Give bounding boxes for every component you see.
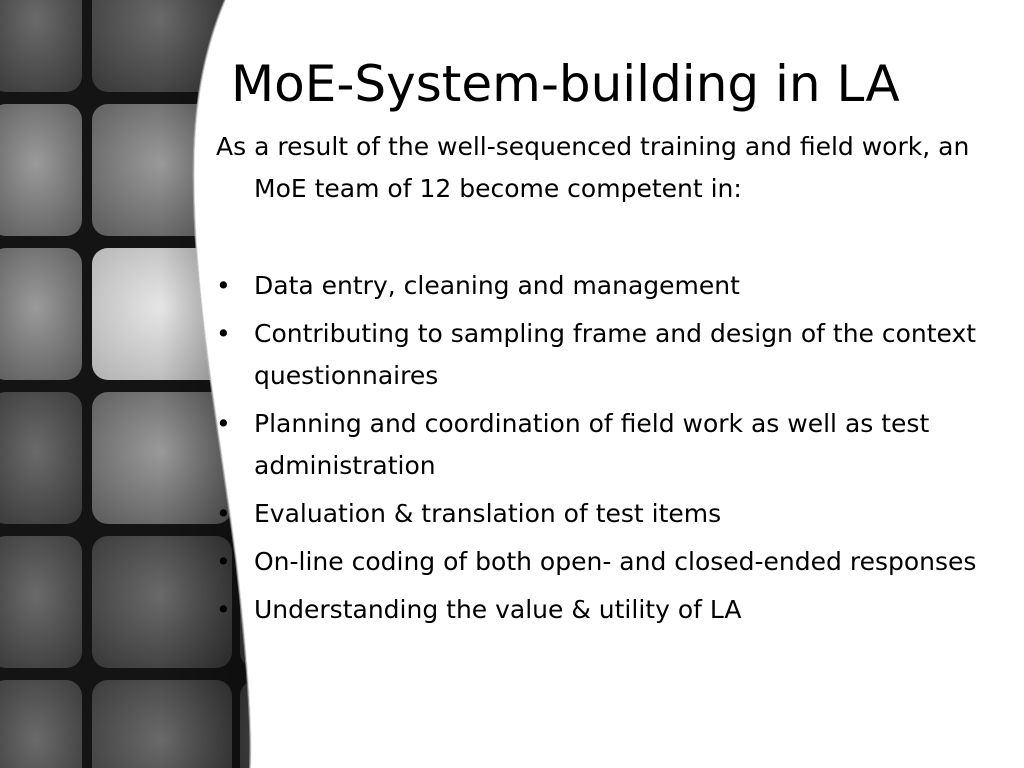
bullet-item [216, 493, 1006, 535]
bullet-dot-icon: • [216, 499, 231, 528]
bullet-dot-icon: • [216, 595, 231, 624]
bullet-text: Planning and coordination of field work as well as test administration [254, 409, 930, 480]
bullet-text: On-line coding of both open- and closed-ended responses [254, 547, 977, 576]
bullet-item [216, 403, 1006, 487]
bullet-item [216, 589, 1006, 631]
bullet-dot-icon: • [216, 409, 231, 438]
bullet-item [216, 265, 1006, 307]
slide-body [216, 126, 1006, 637]
bullet-text: Evaluation & translation of test items [254, 499, 722, 528]
intro-paragraph: As a result of the well-sequenced training and field work, an MoE team of 12 become competent in: [216, 132, 970, 203]
bullet-item [216, 541, 1006, 583]
slide-title: MoE-System-building in LA [231, 55, 900, 113]
bullet-text: Understanding the value & utility of LA [254, 595, 742, 624]
bullet-item [216, 313, 1006, 397]
bullet-list [216, 265, 1006, 631]
bullet-dot-icon: • [216, 271, 231, 300]
bullet-dot-icon: • [216, 547, 231, 576]
bullet-text: Data entry, cleaning and management [254, 271, 740, 300]
bullet-text: Contributing to sampling frame and design of the context questionnaires [254, 319, 977, 390]
bullet-dot-icon: • [216, 319, 231, 348]
